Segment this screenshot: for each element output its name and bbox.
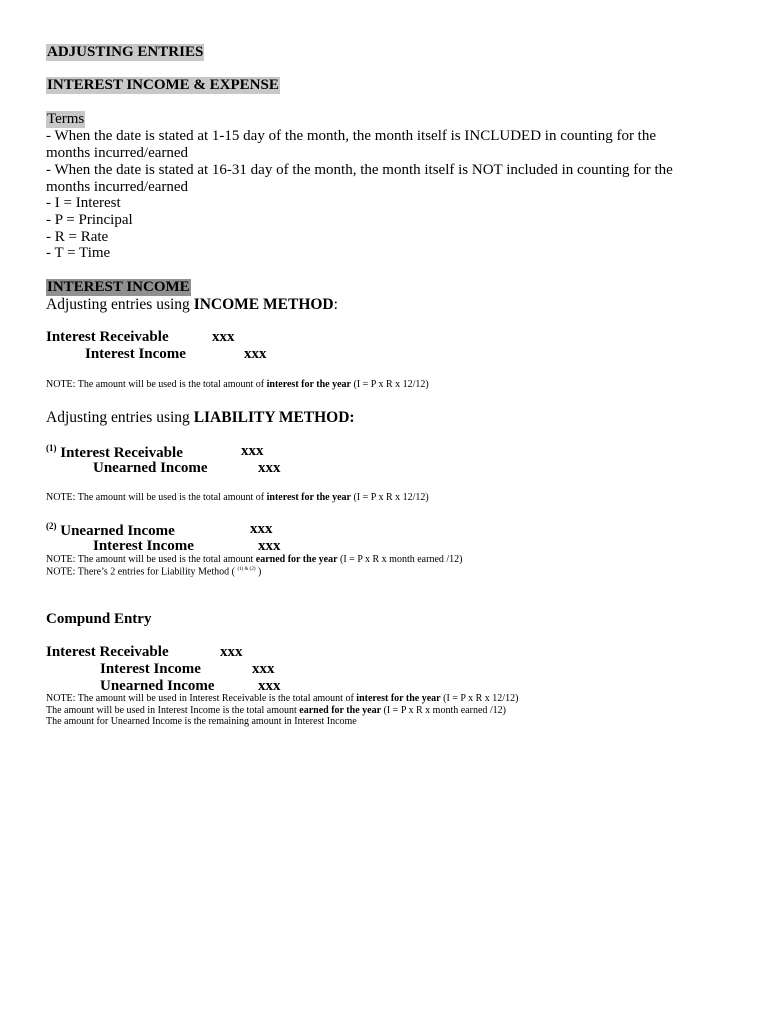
liability-entry2-debit-account: $^{(2)}$ Unearned Income <box>46 521 175 539</box>
compound-debit-account: Interest Receivable <box>46 644 169 660</box>
compound-credit2-amount: xxx <box>258 678 281 694</box>
terms-rule2-line1: - When the date is stated at 16-31 day of the month, the month itself is NOT included in counting for the <box>46 162 673 178</box>
income-method-intro: Adjusting entries using INCOME METHOD: <box>46 296 338 313</box>
terms-heading: Terms <box>47 111 85 127</box>
entry1-marker: (1) <box>46 443 57 453</box>
document-subtitle <box>46 78 280 93</box>
terms-def-principal: - P = Principal <box>46 212 133 228</box>
compound-note1: NOTE: The amount will be used in Interest Receivable is the total amount of interest for the year (I = P x R x 12/12) <box>46 693 519 704</box>
compound-note3: The amount for Unearned Income is the remaining amount in Interest Income <box>46 716 357 727</box>
compound-credit2-account: Unearned Income <box>100 678 215 694</box>
entry2-marker: (2) <box>46 521 57 531</box>
income-method-credit-account: Interest Income <box>85 346 186 362</box>
liability-entry1-note: NOTE: The amount will be used is the total amount of interest for the year (I = P x R x 12/12) <box>46 492 429 503</box>
document-title <box>46 45 204 60</box>
liability-entry1-credit-account: Unearned Income <box>93 460 208 476</box>
liability-method-entries-note: NOTE: There’s 2 entries for Liability Method ( $^{(1) \& (2)}$ ) <box>46 566 262 578</box>
compound-note2: The amount will be used in Interest Income is the total amount earned for the year (I = P x R x month earned /12) <box>46 705 506 716</box>
terms-def-interest: - I = Interest <box>46 195 121 211</box>
interest-income-heading: INTEREST INCOME <box>47 279 190 295</box>
liability-entry2-credit-account: Interest Income <box>93 538 194 554</box>
compound-credit1-amount: xxx <box>252 661 275 677</box>
liability-entry2-note: NOTE: The amount will be used is the total amount earned for the year (I = P x R x month earned /12) <box>46 554 463 565</box>
liability-entry2-credit-amount: xxx <box>258 538 281 554</box>
terms-def-time: - T = Time <box>46 245 111 261</box>
terms-rule2-line2: months incurred/earned <box>46 179 189 195</box>
liability-method-intro: Adjusting entries using LIABILITY METHOD: <box>46 409 355 426</box>
liability-entry1-debit-account: $^{(1)}$ Interest Receivable <box>46 443 183 461</box>
subtitle-highlight: INTEREST INCOME & EXPENSE <box>47 77 279 93</box>
income-method-credit-amount: xxx <box>244 346 267 362</box>
terms-rule1-line2: months incurred/earned <box>46 145 189 161</box>
compound-entry-heading: Compund Entry <box>46 611 152 627</box>
income-method-debit-account: Interest Receivable <box>46 329 169 345</box>
terms-rule1-line1: - When the date is stated at 1-15 day of the month, the month itself is INCLUDED in counting for the <box>46 128 657 144</box>
compound-credit1-account: Interest Income <box>100 661 201 677</box>
terms-def-rate: - R = Rate <box>46 229 109 245</box>
compound-debit-amount: xxx <box>220 644 243 660</box>
income-method-note: NOTE: The amount will be used is the total amount of interest for the year (I = P x R x 12/12) <box>46 379 429 390</box>
liability-entry1-credit-amount: xxx <box>258 460 281 476</box>
liability-entry1-debit-amount: xxx <box>241 443 264 459</box>
liability-entry2-debit-amount: xxx <box>250 521 273 537</box>
income-method-debit-amount: xxx <box>212 329 235 345</box>
title-highlight: ADJUSTING ENTRIES <box>47 44 204 60</box>
